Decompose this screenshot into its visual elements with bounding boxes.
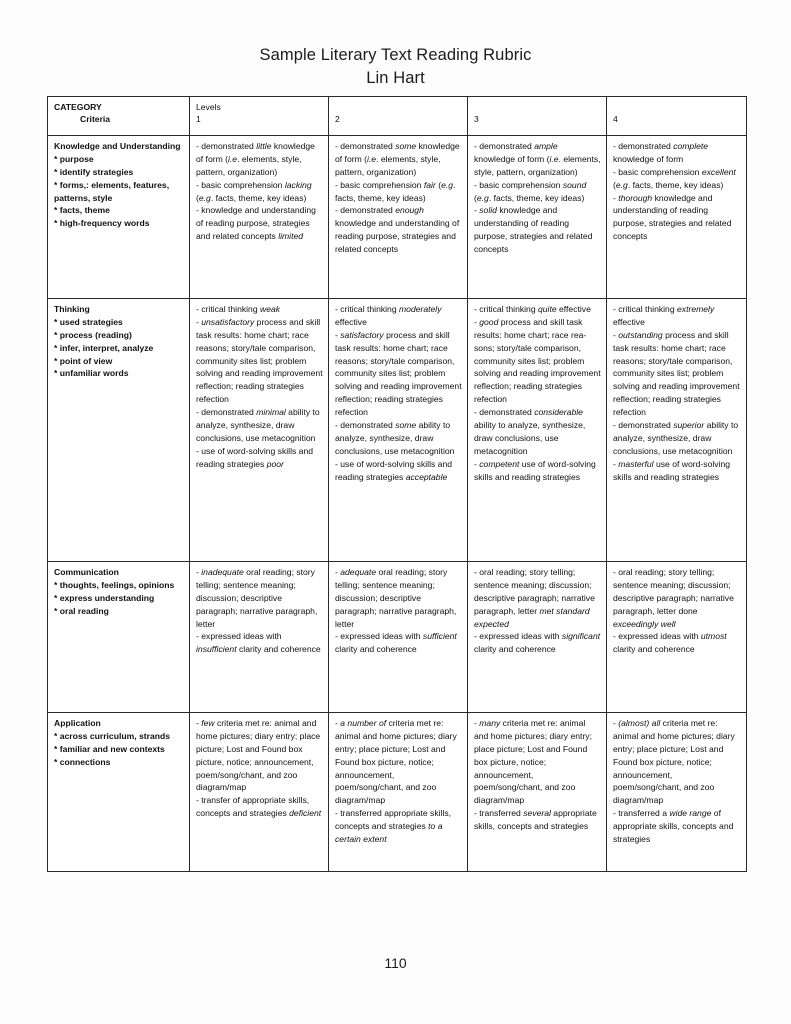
- rubric-table-container: [47, 96, 746, 872]
- descriptor-paragraph: - outstanding process and skill task results: home chart; race reasons; story/tale comparison, community sites list; problem solving and reading improvement reflection; reading strategies refection: [613, 329, 740, 418]
- level-3-cell: [468, 713, 607, 872]
- table-row: [48, 562, 747, 713]
- descriptor-paragraph: - solid knowledge and understanding of reading purpose, strategies and related concepts: [474, 205, 593, 255]
- document-author: Lin Hart: [366, 68, 425, 87]
- table-row: [48, 713, 747, 872]
- criteria-list-item: * identify strategies: [54, 166, 134, 177]
- descriptor-paragraph: - a number of criteria met re: animal and home pictures; diary entry; place picture; Lost and Found box picture, notice; announcement, poem/song/chant, and zoo diagram/map: [335, 718, 457, 806]
- criteria-title: Application: [54, 718, 101, 728]
- table-header-row: [48, 97, 747, 136]
- descriptor-paragraph: - few criteria met re: animal and home pictures; diary entry; place picture; Lost and Found box picture, notice; announcement, poem/song/chant, and zoo diagram/map: [196, 718, 321, 793]
- descriptor-paragraph: - transferred a wide range of appropriate skills, concepts and strategies: [613, 808, 734, 845]
- criteria-list: [54, 730, 184, 769]
- descriptor-paragraph: - demonstrated ample knowledge of form (i.e. elements, style, pattern, organization): [474, 141, 601, 177]
- level-3-cell: [468, 562, 607, 713]
- criteria-title: Thinking: [54, 304, 90, 314]
- header-level-4-number: 4: [613, 114, 618, 125]
- header-levels-label: Levels: [196, 102, 221, 112]
- header-cell-level-3: [468, 97, 607, 136]
- descriptor-paragraph: - transferred several appropriate skills, concepts and strategies: [474, 808, 597, 832]
- level-1-cell: [190, 562, 329, 713]
- criteria-list-item: * purpose: [54, 153, 94, 164]
- criteria-list: [54, 316, 184, 380]
- level-3-cell: [468, 136, 607, 299]
- criteria-list-item: * point of view: [54, 355, 113, 366]
- criteria-list-item: * infer, interpret, analyze: [54, 342, 154, 353]
- header-cell-level-2: [329, 97, 468, 136]
- criteria-title: Communication: [54, 567, 119, 577]
- descriptor-paragraph: - use of word-solving skills and reading strategies poor: [196, 445, 314, 469]
- criteria-list-item: * forms,: elements, features, patterns, style: [54, 179, 170, 203]
- header-level-1-number: 1: [196, 114, 201, 125]
- criteria-cell: [48, 713, 190, 872]
- header-cell-category: [48, 97, 190, 136]
- level-4-cell: [607, 562, 747, 713]
- criteria-list-item: * connections: [54, 756, 111, 767]
- descriptor-paragraph: - oral reading; story telling; sentence meaning; discussion; descriptive paragraph; narrative paragraph, letter met standard expected: [474, 567, 595, 629]
- header-category-label: CATEGORY: [54, 102, 102, 112]
- criteria-list-item: * familiar and new contexts: [54, 743, 165, 754]
- descriptor-paragraph: - adequate oral reading; story telling; sentence meaning; discussion; descriptive paragraph; narrative paragraph, letter: [335, 567, 457, 629]
- descriptor-paragraph: - critical thinking weak: [196, 304, 281, 314]
- criteria-title: Knowledge and Understanding: [54, 141, 181, 151]
- descriptor-paragraph: - transferred appropriate skills, concepts and strategies to a certain extent: [335, 808, 452, 845]
- level-1-cell: [190, 713, 329, 872]
- criteria-list-item: * process (reading): [54, 329, 132, 340]
- criteria-list-item: * high-frequency words: [54, 218, 150, 229]
- table-row: [48, 299, 747, 562]
- level-2-cell: [329, 713, 468, 872]
- descriptor-paragraph: - demonstrated some knowledge of form (i.e. elements, style, pattern, organization): [335, 141, 460, 177]
- descriptor-paragraph: - many criteria met re: animal and home pictures; diary entry; place picture; Lost and Found box picture, notice; announcement, poem/song/chant, and zoo diagram/map: [474, 718, 592, 806]
- descriptor-paragraph: - expressed ideas with significant clarity and coherence: [474, 631, 601, 655]
- descriptor-paragraph: - good process and skill task results: home chart; race rea-sons; story/tale comparison, community sites list; problem solving and reading improvement reflection; reading strategies refection: [474, 316, 601, 405]
- descriptor-paragraph: - use of word-solving skills and reading strategies acceptable: [335, 458, 453, 482]
- descriptor-paragraph: - expressed ideas with sufficient clarity and coherence: [335, 631, 457, 655]
- criteria-list-item: * unfamiliar words: [54, 368, 129, 379]
- level-1-cell: [190, 136, 329, 299]
- level-1-cell: [190, 299, 329, 562]
- header-cell-level-4: [607, 97, 747, 136]
- descriptor-paragraph: - masterful use of word-solving skills and reading strategies: [613, 458, 731, 482]
- descriptor-paragraph: - expressed ideas with utmost clarity and coherence: [613, 631, 727, 655]
- table-row: [48, 136, 747, 299]
- criteria-list-item: * facts, theme: [54, 205, 110, 216]
- criteria-list-item: * express understanding: [54, 592, 155, 603]
- header-cell-level-1: [190, 97, 329, 136]
- descriptor-paragraph: - demonstrated little knowledge of form (i.e. elements, style, pattern, organization): [196, 141, 315, 177]
- level-4-cell: [607, 136, 747, 299]
- header-criteria-label: Criteria: [80, 114, 111, 125]
- descriptor-paragraph: - inadequate oral reading; story telling; sentence meaning; discussion; descriptive paragraph; narrative paragraph, letter: [196, 567, 318, 629]
- descriptor-paragraph: - demonstrated superior ability to analyze, synthesize, draw conclusions, use metacognition: [613, 420, 739, 456]
- descriptor-paragraph: - satisfactory process and skill task results: home chart; race reasons; story/tale comparison, community sites list; problem solving and reading improvement reflection; reading strategies refection: [335, 329, 462, 418]
- criteria-list-item: * thoughts, feelings, opinions: [54, 579, 175, 590]
- descriptor-paragraph: - (almost) all criteria met re: animal and home pictures; diary entry; place picture; Lost and Found box picture, notice; announcement, poem/song/chant, and zoo diagram/map: [613, 718, 735, 806]
- descriptor-paragraph: - critical thinking moderately effective: [335, 304, 442, 327]
- criteria-list-item: * oral reading: [54, 605, 109, 616]
- descriptor-paragraph: - basic comprehension excellent (e.g. facts, theme, key ideas): [613, 166, 736, 190]
- criteria-list-item: * used strategies: [54, 316, 123, 327]
- criteria-cell: [48, 562, 190, 713]
- page-number: 110: [384, 955, 407, 971]
- level-2-cell: [329, 136, 468, 299]
- criteria-list: [54, 579, 184, 618]
- criteria-cell: [48, 299, 190, 562]
- descriptor-paragraph: - demonstrated considerable ability to analyze, synthesize, draw conclusions, use metacognition: [474, 407, 586, 456]
- descriptor-paragraph: - transfer of appropriate skills, concepts and strategies deficient: [196, 795, 322, 819]
- descriptor-paragraph: - demonstrated enough knowledge and understanding of reading purpose, strategies and related concepts: [335, 205, 460, 255]
- descriptor-paragraph: - basic comprehension sound (e.g. facts, theme, key ideas): [474, 179, 587, 203]
- level-4-cell: [607, 713, 747, 872]
- descriptor-paragraph: - basic comprehension fair (e.g. facts, theme, key ideas): [335, 179, 456, 203]
- descriptor-paragraph: - competent use of word-solving skills and reading strategies: [474, 458, 596, 482]
- descriptor-paragraph: - basic comprehension lacking (e.g. facts, theme, key ideas): [196, 179, 312, 203]
- descriptor-paragraph: - critical thinking extremely effective: [613, 304, 715, 327]
- level-2-cell: [329, 299, 468, 562]
- criteria-cell: [48, 136, 190, 299]
- criteria-list-item: * across curriculum, strands: [54, 730, 171, 741]
- descriptor-paragraph: - demonstrated complete knowledge of form: [613, 141, 709, 164]
- descriptor-paragraph: - thorough knowledge and understanding of reading purpose, strategies and related concepts: [613, 192, 732, 242]
- criteria-list: [54, 153, 184, 230]
- level-2-cell: [329, 562, 468, 713]
- level-4-cell: [607, 299, 747, 562]
- descriptor-paragraph: - expressed ideas with insufficient clarity and coherence: [196, 631, 321, 655]
- title-block: [0, 0, 791, 90]
- header-level-3-number: 3: [474, 114, 479, 125]
- header-level-2-number: 2: [335, 114, 340, 125]
- page-title: Sample Literary Text Reading Rubric: [259, 46, 532, 64]
- descriptor-paragraph: - knowledge and understanding of reading purpose, strategies and related concepts limited: [196, 205, 316, 242]
- rubric-table-body: [48, 97, 747, 872]
- descriptor-paragraph: - oral reading; story telling; sentence meaning; discussion; descriptive paragraph; narrative paragraph, letter done exceedingly well: [613, 567, 734, 629]
- descriptor-paragraph: - critical thinking quite effective: [474, 304, 591, 314]
- rubric-table: [47, 96, 747, 872]
- descriptor-paragraph: - unsatisfactory process and skill task results: home chart; race reasons; story/tale comparison, community sites list; problem solving and reading improvement reflection; reading strategies refection: [196, 316, 323, 405]
- descriptor-paragraph: - demonstrated minimal ability to analyze, synthesize, draw conclusions, use metacognition: [196, 407, 320, 443]
- descriptor-paragraph: - demonstrated some ability to analyze, synthesize, draw conclusions, use metacognition: [335, 420, 455, 456]
- level-3-cell: [468, 299, 607, 562]
